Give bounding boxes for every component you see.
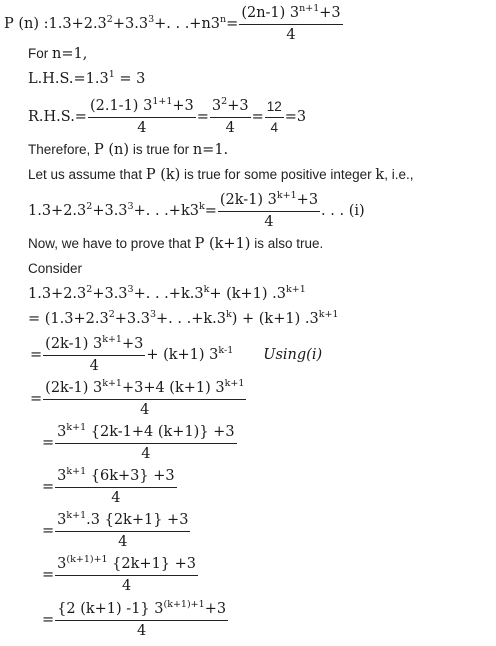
step-4 (42, 468, 178, 506)
numerator (55, 468, 176, 488)
numerator (43, 336, 145, 356)
therefore-line (28, 142, 228, 158)
math-text: n=1. (192, 142, 229, 158)
math-text: k (375, 167, 385, 183)
for-line (28, 46, 87, 62)
math-text: {2k-1+4 (k+1)} +3 (86, 424, 235, 440)
denominator: 4 (264, 213, 274, 230)
math-text: (2.1-1) 3 (89, 98, 153, 114)
exponent: 2 (86, 284, 93, 295)
math-text: 3 (57, 556, 67, 572)
step-6 (42, 556, 199, 594)
math-text: + (k+1) .3 (209, 286, 287, 302)
math-text: {6k+3} +3 (86, 468, 175, 484)
exponent: 3 (149, 309, 156, 320)
math-text: +. . .+k.3 (156, 311, 226, 327)
math-text: . . . (i) (321, 203, 365, 220)
numerator (55, 556, 198, 576)
step-1 (30, 336, 322, 374)
math-text: {2 (k+1) -1} 3 (57, 601, 164, 617)
math-text: 1.3+2.3 (28, 286, 87, 302)
exponent: k+1 (224, 378, 245, 389)
exponent: (k+1)+1 (66, 554, 108, 565)
equals: = (226, 16, 239, 33)
math-text: 3 (57, 468, 67, 484)
step-5 (42, 512, 191, 550)
equals: = (42, 612, 55, 629)
math-text: +3 (121, 336, 144, 352)
fraction (43, 380, 246, 418)
math-text: ) + (k+1) .3 (231, 311, 319, 327)
text: is true for (129, 142, 193, 157)
text: For (28, 46, 53, 61)
denominator: 4 (137, 119, 147, 136)
exponent: (k+1)+1 (163, 599, 205, 610)
math-text: +3.3 (92, 203, 128, 220)
text: Let us assume that (28, 167, 146, 182)
text: is true for some positive integer (180, 167, 376, 182)
fraction (88, 98, 196, 136)
math-text: (2k-1) 3 (219, 192, 277, 208)
math-text: +. . .+k.3 (133, 286, 204, 302)
lhs-line (28, 69, 146, 87)
denominator: 4 (118, 533, 128, 550)
numerator (55, 601, 228, 621)
exponent: n (220, 14, 227, 26)
math-text: 3 (57, 512, 67, 528)
equals: = (196, 109, 209, 126)
fraction (218, 192, 320, 230)
math-text: n=1, (52, 46, 88, 62)
exponent: k+1 (102, 334, 122, 345)
exponent: k+1 (66, 466, 87, 477)
numerator (239, 5, 342, 25)
now-line (28, 236, 323, 252)
equals: = (42, 435, 55, 452)
math-text: =3 (284, 109, 307, 126)
exponent: 2 (86, 201, 93, 213)
exponent: k+1 (66, 422, 87, 433)
math-text: 3 (57, 424, 67, 440)
equals: = (42, 523, 55, 540)
math-text: +3.3 (114, 311, 150, 327)
statement-pn (4, 5, 344, 43)
annotation-using: Using(i) (263, 347, 323, 364)
text: is also true. (250, 236, 324, 251)
consider-line: Consider (28, 261, 83, 276)
denominator: 4 (286, 26, 296, 43)
math-text: P (n) (94, 142, 130, 158)
fraction (55, 424, 236, 462)
math-text: P (k+1) (194, 236, 251, 252)
fraction (55, 601, 228, 639)
math-text: (2n-1) 3 (241, 5, 300, 21)
exponent: 1 (108, 69, 115, 80)
text: Now, we have to prove that (28, 236, 195, 251)
step-7 (42, 601, 229, 639)
exponent: k (198, 201, 205, 213)
numerator (55, 512, 190, 532)
math-text: +3 (172, 98, 194, 114)
denominator: 4 (140, 401, 150, 418)
denominator: 4 (111, 489, 121, 506)
exponent: k-1 (218, 345, 234, 357)
equals: = (42, 567, 55, 584)
math-text: +3 (296, 192, 319, 208)
step-2 (30, 380, 247, 418)
consider-expr-2 (28, 309, 339, 327)
text: Therefore, (28, 142, 95, 157)
consider-expr-1 (28, 284, 306, 302)
denominator: 4 (136, 622, 147, 639)
exponent: 2 (108, 309, 115, 320)
exponent: k+1 (286, 284, 306, 295)
math-text: 3 (211, 98, 222, 114)
fraction (55, 512, 190, 550)
fraction (43, 336, 145, 374)
exponent: 3 (127, 201, 134, 213)
equals: = (30, 391, 43, 408)
math-text: R.H.S.= (28, 109, 87, 126)
exponent: k+1 (318, 309, 339, 320)
numerator (55, 424, 236, 444)
math-text: (2k-1) 3 (45, 380, 103, 396)
math-text: +3 (319, 5, 341, 21)
math-text: = (1.3+2.3 (28, 311, 109, 327)
statement-pk (28, 192, 365, 230)
math-text: + (k+1) 3 (146, 347, 219, 364)
equals: = (42, 479, 55, 496)
math-text: +. . .+k3 (133, 203, 199, 220)
exponent: k+1 (276, 190, 297, 201)
numerator (218, 192, 320, 212)
equals: = (251, 109, 264, 126)
exponent: k+1 (66, 510, 87, 521)
math-text: 1.3+2.3 (28, 203, 87, 220)
math-text: P (n) :1.3+2.3 (4, 16, 107, 33)
assume-line (28, 167, 413, 183)
equals: = (30, 347, 43, 364)
fraction (265, 99, 284, 135)
exponent: k (203, 284, 210, 295)
math-text: .3 {2k+1} +3 (86, 512, 189, 528)
math-text: L.H.S.=1.3 (28, 71, 109, 87)
denominator: 4 (270, 119, 278, 135)
fraction (210, 98, 251, 136)
denominator: 4 (225, 119, 235, 136)
math-text: {2k+1} +3 (107, 556, 197, 572)
exponent: k+1 (102, 378, 122, 389)
exponent: 2 (106, 14, 113, 26)
math-text: +3+4 (k+1) 3 (121, 380, 225, 396)
exponent: 3 (127, 284, 134, 295)
numerator (210, 98, 251, 118)
numerator (88, 98, 196, 118)
exponent: 3 (148, 14, 155, 26)
text: , i.e., (384, 167, 414, 182)
exponent: 2 (221, 96, 228, 107)
fraction (55, 556, 198, 594)
numerator: 12 (265, 99, 284, 118)
math-text: +3 (227, 98, 249, 114)
exponent: n+1 (299, 3, 320, 14)
math-text: +3.3 (112, 16, 149, 33)
math-text: P (k) (145, 167, 181, 183)
denominator: 4 (141, 445, 151, 462)
rhs-line (28, 98, 306, 136)
math-text: = 3 (114, 71, 146, 87)
math-text: (2k-1) 3 (45, 336, 103, 352)
step-3 (42, 424, 238, 462)
math-text: +. . .+n3 (154, 16, 221, 33)
fraction (55, 468, 176, 506)
numerator (43, 380, 246, 400)
equals: = (204, 203, 217, 220)
exponent: 1+1 (152, 96, 173, 107)
math-text: +3 (204, 601, 227, 617)
exponent: k (225, 309, 232, 320)
denominator: 4 (89, 357, 99, 374)
math-text: +3.3 (92, 286, 128, 302)
fraction (239, 5, 342, 43)
denominator: 4 (121, 577, 132, 594)
